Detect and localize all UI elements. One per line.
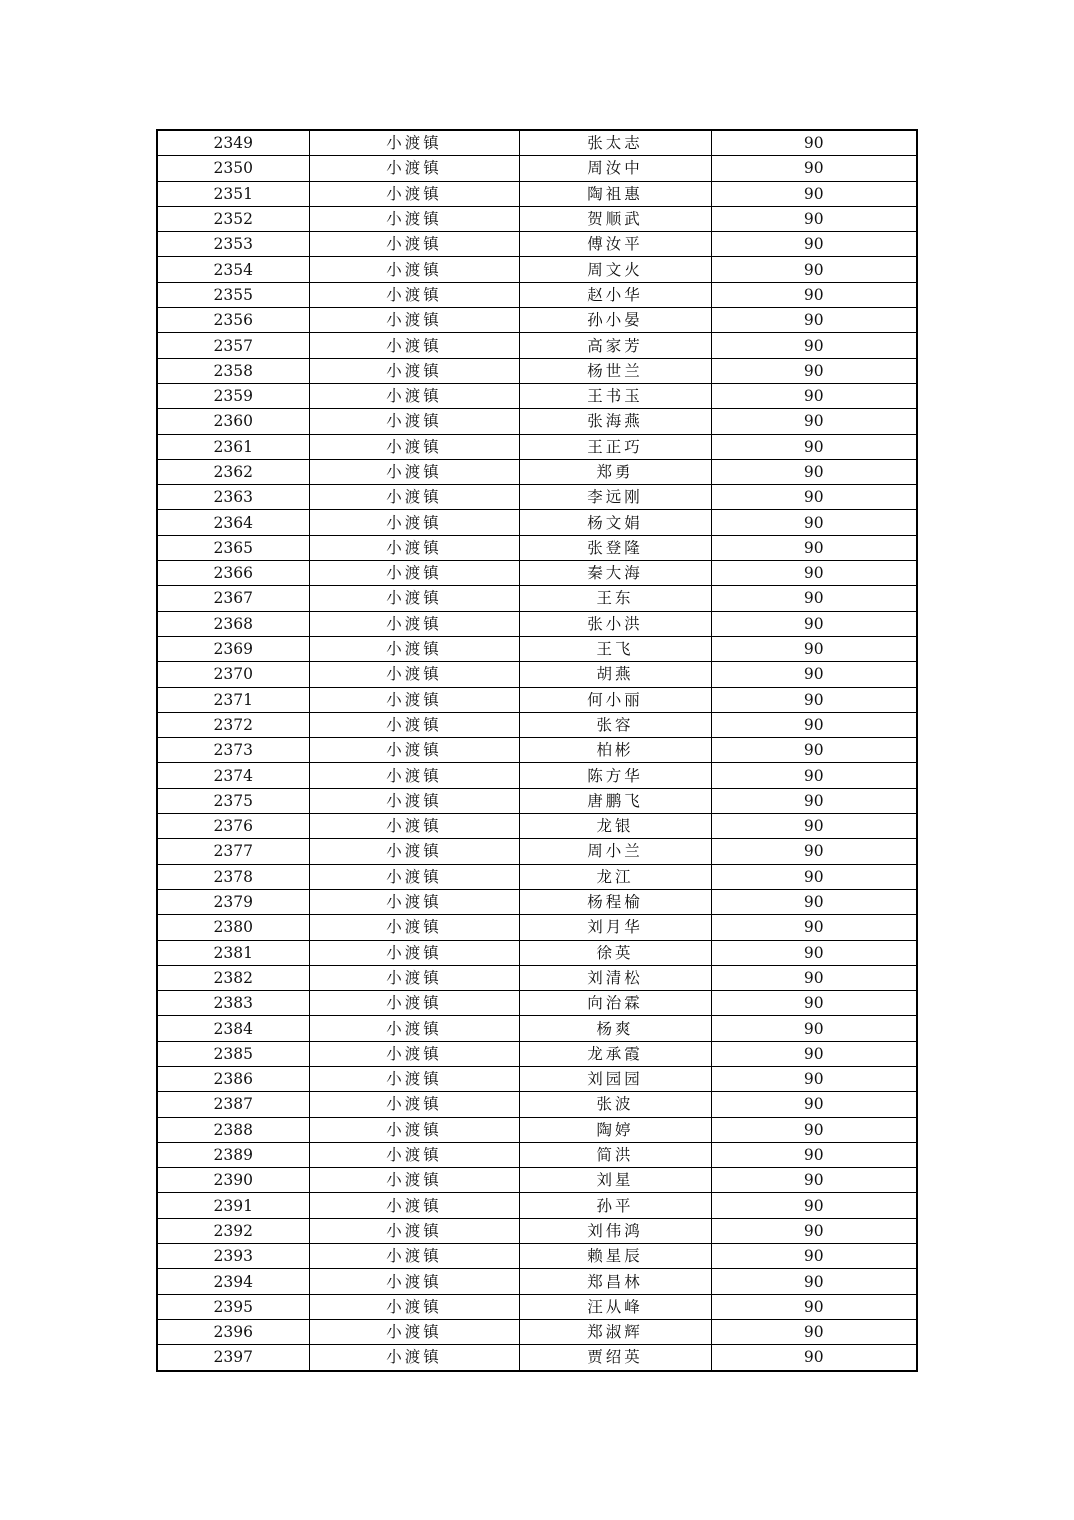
table-row xyxy=(157,358,917,383)
cell-town: 小渡镇 xyxy=(309,1193,519,1218)
cell-number: 2356 xyxy=(157,308,309,333)
table-row xyxy=(157,1294,917,1319)
cell-number: 2387 xyxy=(157,1092,309,1117)
cell-name: 杨爽 xyxy=(519,1016,711,1041)
cell-name: 张登隆 xyxy=(519,535,711,560)
cell-number: 2381 xyxy=(157,940,309,965)
table-row xyxy=(157,611,917,636)
cell-name: 龙银 xyxy=(519,814,711,839)
cell-name: 郑勇 xyxy=(519,459,711,484)
table-row xyxy=(157,1345,917,1371)
cell-score: 90 xyxy=(711,383,917,408)
table-row xyxy=(157,1092,917,1117)
cell-number: 2376 xyxy=(157,814,309,839)
table-row xyxy=(157,1016,917,1041)
cell-name: 龙承霞 xyxy=(519,1041,711,1066)
cell-score: 90 xyxy=(711,814,917,839)
cell-number: 2352 xyxy=(157,206,309,231)
table-row xyxy=(157,712,917,737)
table-row xyxy=(157,965,917,990)
table-row xyxy=(157,409,917,434)
table-row xyxy=(157,915,917,940)
cell-name: 赖星辰 xyxy=(519,1244,711,1269)
cell-score: 90 xyxy=(711,1168,917,1193)
table-row xyxy=(157,308,917,333)
cell-score: 90 xyxy=(711,459,917,484)
cell-number: 2353 xyxy=(157,232,309,257)
cell-name: 周汝中 xyxy=(519,156,711,181)
cell-score: 90 xyxy=(711,1193,917,1218)
cell-name: 高家芳 xyxy=(519,333,711,358)
cell-town: 小渡镇 xyxy=(309,1269,519,1294)
cell-name: 秦大海 xyxy=(519,561,711,586)
table-row xyxy=(157,940,917,965)
cell-name: 唐鹏飞 xyxy=(519,788,711,813)
cell-name: 徐英 xyxy=(519,940,711,965)
cell-name: 周小兰 xyxy=(519,839,711,864)
cell-town: 小渡镇 xyxy=(309,409,519,434)
table-row xyxy=(157,864,917,889)
table-row xyxy=(157,206,917,231)
cell-number: 2370 xyxy=(157,662,309,687)
table-row xyxy=(157,434,917,459)
table-row xyxy=(157,1117,917,1142)
table-row xyxy=(157,586,917,611)
cell-score: 90 xyxy=(711,206,917,231)
cell-score: 90 xyxy=(711,1117,917,1142)
cell-name: 杨程榆 xyxy=(519,889,711,914)
cell-number: 2368 xyxy=(157,611,309,636)
cell-score: 90 xyxy=(711,763,917,788)
cell-score: 90 xyxy=(711,535,917,560)
cell-town: 小渡镇 xyxy=(309,282,519,307)
table-row xyxy=(157,889,917,914)
cell-town: 小渡镇 xyxy=(309,788,519,813)
table-row xyxy=(157,1218,917,1243)
table-row xyxy=(157,459,917,484)
cell-score: 90 xyxy=(711,1319,917,1344)
cell-name: 张小洪 xyxy=(519,611,711,636)
cell-name: 贾绍英 xyxy=(519,1345,711,1371)
cell-town: 小渡镇 xyxy=(309,459,519,484)
cell-town: 小渡镇 xyxy=(309,839,519,864)
cell-number: 2358 xyxy=(157,358,309,383)
cell-number: 2371 xyxy=(157,687,309,712)
table-row xyxy=(157,738,917,763)
cell-score: 90 xyxy=(711,965,917,990)
cell-number: 2386 xyxy=(157,1066,309,1091)
cell-town: 小渡镇 xyxy=(309,662,519,687)
cell-score: 90 xyxy=(711,1016,917,1041)
cell-score: 90 xyxy=(711,712,917,737)
cell-name: 孙小晏 xyxy=(519,308,711,333)
cell-number: 2354 xyxy=(157,257,309,282)
cell-number: 2397 xyxy=(157,1345,309,1371)
cell-town: 小渡镇 xyxy=(309,156,519,181)
cell-score: 90 xyxy=(711,839,917,864)
cell-name: 刘伟鸿 xyxy=(519,1218,711,1243)
cell-score: 90 xyxy=(711,586,917,611)
cell-score: 90 xyxy=(711,510,917,535)
cell-score: 90 xyxy=(711,1218,917,1243)
cell-score: 90 xyxy=(711,889,917,914)
cell-number: 2355 xyxy=(157,282,309,307)
cell-number: 2379 xyxy=(157,889,309,914)
cell-number: 2380 xyxy=(157,915,309,940)
cell-name: 张海燕 xyxy=(519,409,711,434)
table-row xyxy=(157,485,917,510)
cell-name: 龙江 xyxy=(519,864,711,889)
cell-name: 王书玉 xyxy=(519,383,711,408)
cell-town: 小渡镇 xyxy=(309,130,519,156)
cell-name: 陈方华 xyxy=(519,763,711,788)
cell-name: 简洪 xyxy=(519,1142,711,1167)
cell-score: 90 xyxy=(711,282,917,307)
cell-number: 2367 xyxy=(157,586,309,611)
table-row xyxy=(157,156,917,181)
cell-name: 陶祖惠 xyxy=(519,181,711,206)
cell-name: 贺顺武 xyxy=(519,206,711,231)
cell-town: 小渡镇 xyxy=(309,333,519,358)
cell-number: 2361 xyxy=(157,434,309,459)
table-row xyxy=(157,181,917,206)
table-row xyxy=(157,282,917,307)
cell-name: 张太志 xyxy=(519,130,711,156)
cell-score: 90 xyxy=(711,485,917,510)
cell-name: 刘清松 xyxy=(519,965,711,990)
cell-town: 小渡镇 xyxy=(309,1345,519,1371)
cell-town: 小渡镇 xyxy=(309,358,519,383)
cell-number: 2369 xyxy=(157,636,309,661)
cell-score: 90 xyxy=(711,1066,917,1091)
cell-town: 小渡镇 xyxy=(309,1319,519,1344)
table-row xyxy=(157,788,917,813)
cell-town: 小渡镇 xyxy=(309,434,519,459)
table-row xyxy=(157,561,917,586)
cell-score: 90 xyxy=(711,738,917,763)
table-row xyxy=(157,333,917,358)
cell-name: 王正巧 xyxy=(519,434,711,459)
cell-score: 90 xyxy=(711,1244,917,1269)
cell-number: 2389 xyxy=(157,1142,309,1167)
cell-name: 刘园园 xyxy=(519,1066,711,1091)
cell-score: 90 xyxy=(711,687,917,712)
table-row xyxy=(157,839,917,864)
cell-town: 小渡镇 xyxy=(309,991,519,1016)
cell-town: 小渡镇 xyxy=(309,206,519,231)
cell-score: 90 xyxy=(711,662,917,687)
cell-number: 2366 xyxy=(157,561,309,586)
cell-town: 小渡镇 xyxy=(309,1244,519,1269)
cell-town: 小渡镇 xyxy=(309,1092,519,1117)
table-row xyxy=(157,232,917,257)
cell-score: 90 xyxy=(711,1345,917,1371)
table-row xyxy=(157,1244,917,1269)
cell-number: 2388 xyxy=(157,1117,309,1142)
cell-town: 小渡镇 xyxy=(309,1218,519,1243)
cell-town: 小渡镇 xyxy=(309,687,519,712)
cell-score: 90 xyxy=(711,915,917,940)
cell-name: 陶婷 xyxy=(519,1117,711,1142)
cell-score: 90 xyxy=(711,864,917,889)
cell-town: 小渡镇 xyxy=(309,1168,519,1193)
cell-name: 向治霖 xyxy=(519,991,711,1016)
table-row xyxy=(157,1193,917,1218)
cell-score: 90 xyxy=(711,611,917,636)
cell-score: 90 xyxy=(711,1142,917,1167)
cell-town: 小渡镇 xyxy=(309,611,519,636)
cell-score: 90 xyxy=(711,308,917,333)
cell-name: 王东 xyxy=(519,586,711,611)
table-row xyxy=(157,1319,917,1344)
cell-number: 2362 xyxy=(157,459,309,484)
cell-name: 张容 xyxy=(519,712,711,737)
table-row xyxy=(157,1269,917,1294)
cell-town: 小渡镇 xyxy=(309,1142,519,1167)
table-row xyxy=(157,130,917,156)
cell-number: 2394 xyxy=(157,1269,309,1294)
cell-town: 小渡镇 xyxy=(309,864,519,889)
cell-town: 小渡镇 xyxy=(309,1294,519,1319)
cell-name: 张波 xyxy=(519,1092,711,1117)
cell-town: 小渡镇 xyxy=(309,561,519,586)
cell-town: 小渡镇 xyxy=(309,915,519,940)
cell-name: 杨世兰 xyxy=(519,358,711,383)
cell-number: 2350 xyxy=(157,156,309,181)
cell-name: 赵小华 xyxy=(519,282,711,307)
cell-name: 周文火 xyxy=(519,257,711,282)
cell-name: 胡燕 xyxy=(519,662,711,687)
table-row xyxy=(157,1041,917,1066)
cell-number: 2351 xyxy=(157,181,309,206)
table-row xyxy=(157,383,917,408)
table-body xyxy=(157,130,917,1371)
cell-name: 王飞 xyxy=(519,636,711,661)
cell-town: 小渡镇 xyxy=(309,232,519,257)
cell-score: 90 xyxy=(711,156,917,181)
cell-number: 2385 xyxy=(157,1041,309,1066)
cell-name: 刘星 xyxy=(519,1168,711,1193)
cell-score: 90 xyxy=(711,358,917,383)
data-table xyxy=(156,129,918,1372)
cell-number: 2349 xyxy=(157,130,309,156)
cell-town: 小渡镇 xyxy=(309,889,519,914)
cell-name: 柏彬 xyxy=(519,738,711,763)
cell-number: 2395 xyxy=(157,1294,309,1319)
cell-number: 2383 xyxy=(157,991,309,1016)
cell-number: 2392 xyxy=(157,1218,309,1243)
table-row xyxy=(157,687,917,712)
table-row xyxy=(157,636,917,661)
cell-score: 90 xyxy=(711,1041,917,1066)
cell-number: 2372 xyxy=(157,712,309,737)
cell-number: 2377 xyxy=(157,839,309,864)
table-row xyxy=(157,510,917,535)
cell-town: 小渡镇 xyxy=(309,485,519,510)
cell-score: 90 xyxy=(711,333,917,358)
cell-town: 小渡镇 xyxy=(309,1066,519,1091)
table-row xyxy=(157,662,917,687)
table-row xyxy=(157,763,917,788)
cell-score: 90 xyxy=(711,232,917,257)
cell-number: 2374 xyxy=(157,763,309,788)
cell-town: 小渡镇 xyxy=(309,965,519,990)
cell-score: 90 xyxy=(711,561,917,586)
table-row xyxy=(157,814,917,839)
cell-name: 何小丽 xyxy=(519,687,711,712)
cell-number: 2364 xyxy=(157,510,309,535)
table-row xyxy=(157,991,917,1016)
cell-score: 90 xyxy=(711,991,917,1016)
cell-number: 2393 xyxy=(157,1244,309,1269)
cell-number: 2365 xyxy=(157,535,309,560)
cell-town: 小渡镇 xyxy=(309,510,519,535)
cell-score: 90 xyxy=(711,130,917,156)
cell-name: 汪从峰 xyxy=(519,1294,711,1319)
cell-name: 李远刚 xyxy=(519,485,711,510)
cell-number: 2391 xyxy=(157,1193,309,1218)
cell-town: 小渡镇 xyxy=(309,1041,519,1066)
cell-score: 90 xyxy=(711,788,917,813)
cell-number: 2373 xyxy=(157,738,309,763)
cell-number: 2375 xyxy=(157,788,309,813)
cell-number: 2382 xyxy=(157,965,309,990)
cell-name: 孙平 xyxy=(519,1193,711,1218)
cell-number: 2384 xyxy=(157,1016,309,1041)
cell-number: 2363 xyxy=(157,485,309,510)
cell-town: 小渡镇 xyxy=(309,763,519,788)
cell-town: 小渡镇 xyxy=(309,586,519,611)
cell-name: 刘月华 xyxy=(519,915,711,940)
cell-name: 傅汝平 xyxy=(519,232,711,257)
table-row xyxy=(157,1142,917,1167)
cell-score: 90 xyxy=(711,636,917,661)
cell-town: 小渡镇 xyxy=(309,257,519,282)
cell-name: 杨文娟 xyxy=(519,510,711,535)
cell-number: 2359 xyxy=(157,383,309,408)
cell-score: 90 xyxy=(711,409,917,434)
cell-town: 小渡镇 xyxy=(309,712,519,737)
cell-score: 90 xyxy=(711,940,917,965)
cell-number: 2360 xyxy=(157,409,309,434)
cell-score: 90 xyxy=(711,181,917,206)
cell-town: 小渡镇 xyxy=(309,535,519,560)
cell-number: 2396 xyxy=(157,1319,309,1344)
cell-score: 90 xyxy=(711,1294,917,1319)
cell-town: 小渡镇 xyxy=(309,738,519,763)
cell-score: 90 xyxy=(711,1092,917,1117)
cell-name: 郑淑辉 xyxy=(519,1319,711,1344)
cell-town: 小渡镇 xyxy=(309,940,519,965)
cell-number: 2378 xyxy=(157,864,309,889)
table-row xyxy=(157,1168,917,1193)
cell-name: 郑昌林 xyxy=(519,1269,711,1294)
cell-score: 90 xyxy=(711,434,917,459)
cell-score: 90 xyxy=(711,1269,917,1294)
cell-town: 小渡镇 xyxy=(309,1117,519,1142)
cell-town: 小渡镇 xyxy=(309,383,519,408)
cell-town: 小渡镇 xyxy=(309,814,519,839)
table-row xyxy=(157,257,917,282)
table-row xyxy=(157,535,917,560)
cell-town: 小渡镇 xyxy=(309,636,519,661)
cell-number: 2390 xyxy=(157,1168,309,1193)
cell-town: 小渡镇 xyxy=(309,1016,519,1041)
cell-score: 90 xyxy=(711,257,917,282)
cell-number: 2357 xyxy=(157,333,309,358)
table-row xyxy=(157,1066,917,1091)
cell-town: 小渡镇 xyxy=(309,181,519,206)
cell-town: 小渡镇 xyxy=(309,308,519,333)
